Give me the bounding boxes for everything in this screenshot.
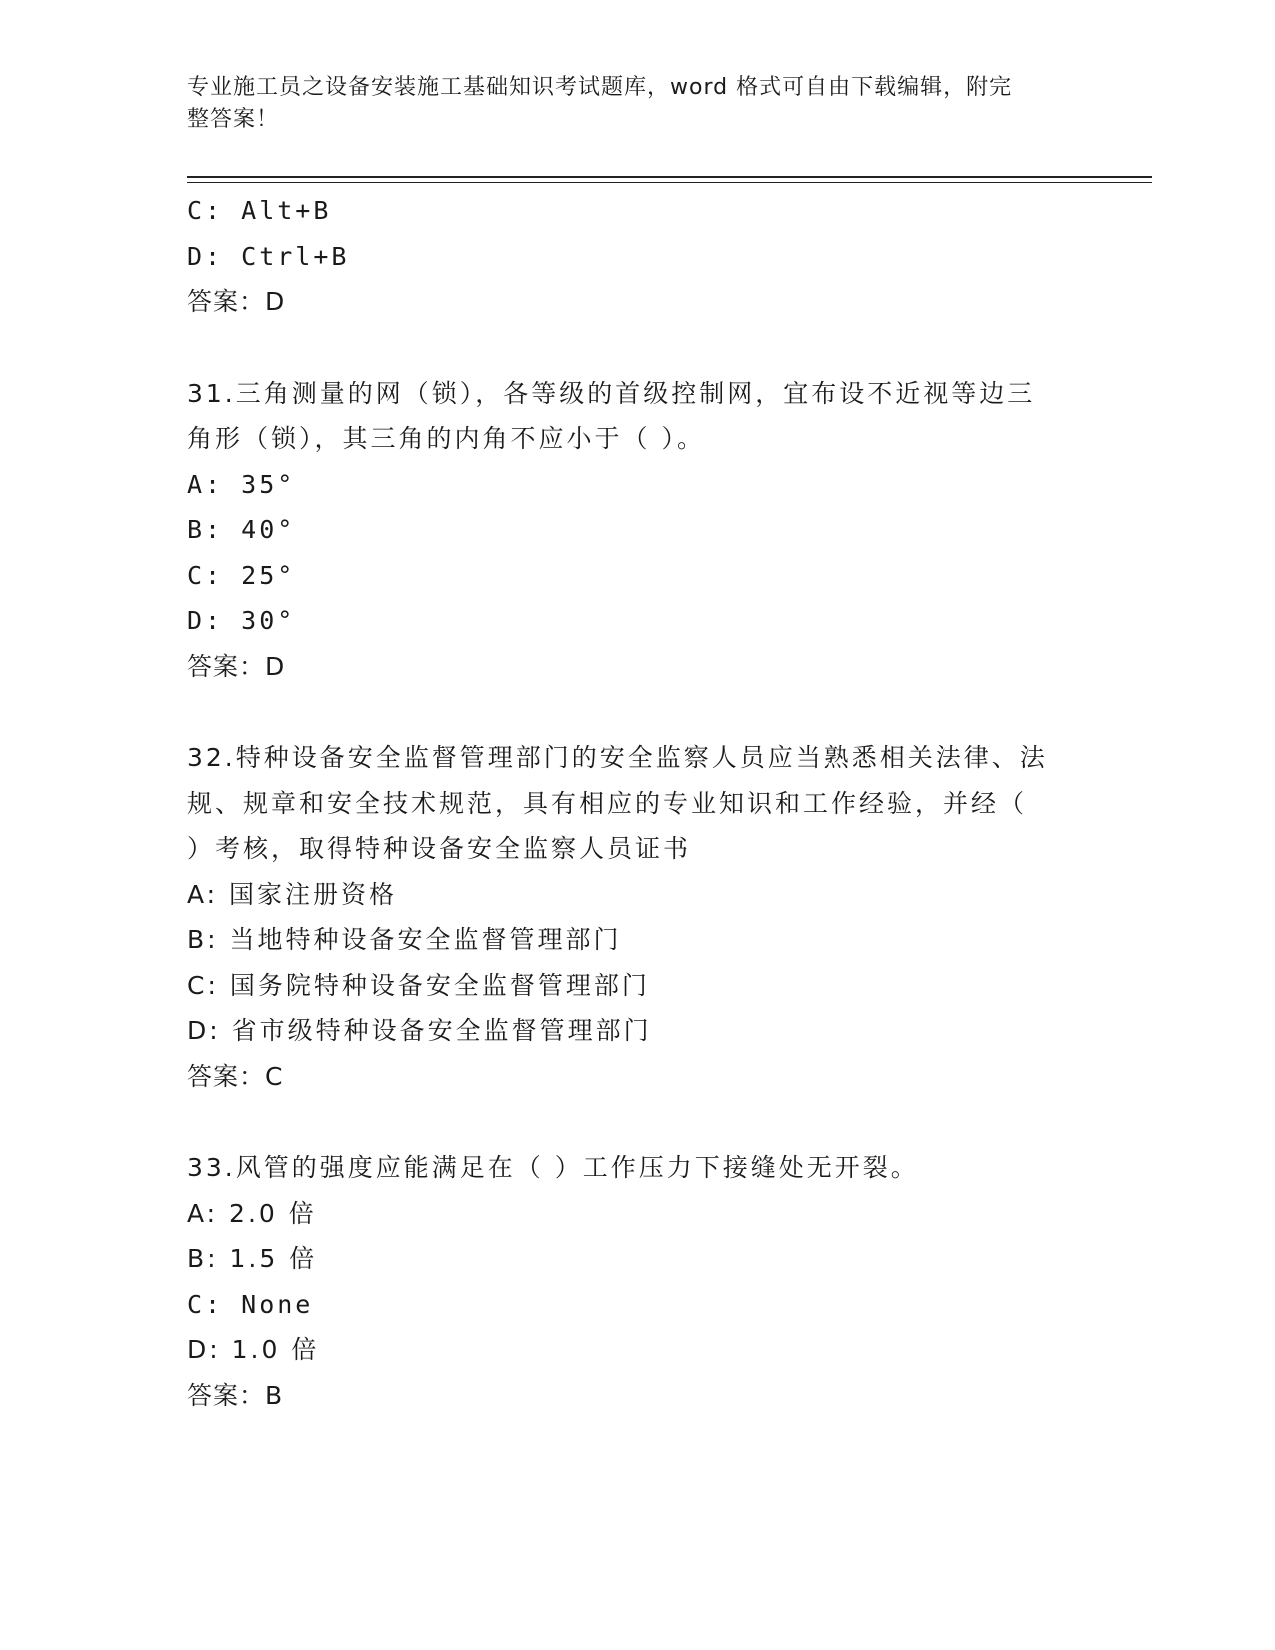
option-c: C: Alt+B xyxy=(187,196,332,225)
question-text-line: 32.特种设备安全监督管理部门的安全监察人员应当熟悉相关法律、法 xyxy=(187,743,1048,772)
document-header xyxy=(187,72,1067,136)
answer: 答案：C xyxy=(187,1061,284,1091)
answer: 答案：D xyxy=(187,287,286,316)
option-c: C: 25° xyxy=(187,560,296,590)
spacer xyxy=(187,689,1087,735)
header-divider-thick xyxy=(187,176,1152,178)
option-d: D: 1.0 倍 xyxy=(187,1335,320,1364)
option-c: C: None xyxy=(187,1289,314,1319)
prev-question-block xyxy=(187,188,1087,325)
option-a: A: 2.0 倍 xyxy=(187,1198,317,1228)
question-text-line: 角形（锁），其三角的内角不应小于（ ）。 xyxy=(187,424,705,453)
question-text-line: 31.三角测量的网（锁），各等级的首级控制网，宜布设不近视等边三 xyxy=(187,378,1036,408)
question-31 xyxy=(187,371,1087,690)
option-a: A: 国家注册资格 xyxy=(187,879,398,909)
option-b: B: 当地特种设备安全监督管理部门 xyxy=(187,925,622,954)
answer: 答案：D xyxy=(187,651,286,681)
option-b: B: 40° xyxy=(187,515,296,544)
question-32 xyxy=(187,735,1087,1099)
answer: 答案：B xyxy=(187,1380,284,1410)
option-d: D: 30° xyxy=(187,606,296,635)
question-text-line: 33.风管的强度应能满足在（ ）工作压力下接缝处无开裂。 xyxy=(187,1153,919,1182)
option-a: A: 35° xyxy=(187,469,296,499)
option-b: B: 1.5 倍 xyxy=(187,1244,318,1273)
option-d: D: Ctrl+B xyxy=(187,241,350,271)
option-c: C: 国务院特种设备安全监督管理部门 xyxy=(187,970,650,1000)
spacer xyxy=(187,1099,1087,1145)
question-text-line: ）考核，取得特种设备安全监察人员证书 xyxy=(187,834,692,863)
question-list xyxy=(187,188,1087,1418)
header-line-1: 专业施工员之设备安装施工基础知识考试题库，word 格式可自由下载编辑，附完 xyxy=(187,75,1013,100)
header-divider-thin xyxy=(187,182,1152,183)
question-text-line: 规、规章和安全技术规范，具有相应的专业知识和工作经验，并经（ xyxy=(187,788,1028,818)
spacer xyxy=(187,325,1087,371)
header-line-2: 整答案！ xyxy=(187,107,280,132)
option-d: D: 省市级特种设备安全监督管理部门 xyxy=(187,1016,652,1045)
question-33 xyxy=(187,1145,1087,1418)
